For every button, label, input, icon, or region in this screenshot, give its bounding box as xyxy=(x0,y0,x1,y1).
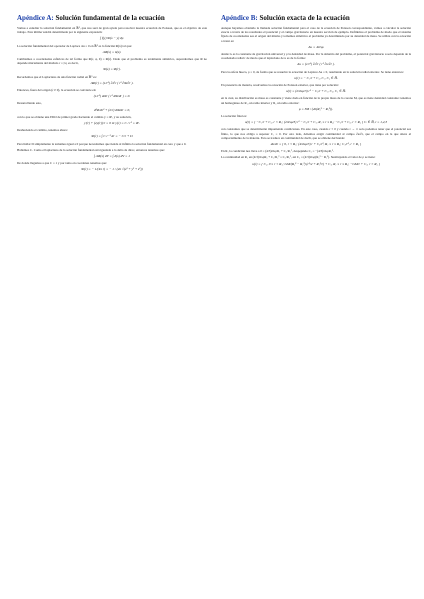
equation: u(r) = − C₁/r + C₂, C₁, C₂ ∈ ℝ. xyxy=(294,75,338,80)
paragraph: Vamos a estudiar la solución fundamental en ℝ³, que nos será de gran ayuda para resolver nuestra ecuación de Poisson, que es el objetivo de este trabajo. Esta última vendrá determinada por la siguiente expresión: xyxy=(17,26,207,35)
paragraph: De donde llegamos a que C = 1 y por tanto en coordenas tenemos que: xyxy=(17,161,107,166)
paragraph: Desarrollando esto, xyxy=(17,101,42,106)
appendix-b-column xyxy=(221,14,411,169)
equation: ρ = 3M / (4π(R₂³ − R₁³)). xyxy=(298,106,334,111)
appendix-b-title: Solución exacta de la ecuación xyxy=(259,14,350,22)
paragraph: Cambiamos a coordenadas esféricas de tal forma que Φ(r, φ, θ) = Φ(r). Dado que el problema es totalmente simétrico, supondremos que Φ no depende únicamente del módulo r = |x|, es decir, xyxy=(17,57,207,66)
paragraph: Para la esfera hueca, ρ = 0, de forma que se resuelve la ecuación de Laplace Δu = 0, resultando en la solución radial exterior. Se tiene entonces: xyxy=(221,69,404,74)
equation: Δu = 4πGρ xyxy=(308,44,324,49)
appendix-a-column xyxy=(17,14,207,175)
equation: Δu = (1/r²) ∂/∂r ( r² ∂u/∂r ). xyxy=(297,62,335,67)
equation: ∫ f(y) Φ(x − y) dy. xyxy=(100,36,124,41)
paragraph: La solución fundamental del operador de Laplace Δu = 0 en ℝ³ es la función Φ(x) tal que: xyxy=(17,43,133,48)
appendix-b-body xyxy=(221,26,411,166)
equation: Φ(r) = ∫ C r⁻² dr = − C/r + D xyxy=(91,134,133,139)
appendix-a-body xyxy=(17,26,207,172)
equation: ∫ ΔΦ(x) dV = ∫ δ(x) dV = 1 xyxy=(94,154,130,159)
paragraph: Entonces, fuera del origen (r ≠ 0), la ecuación se convierte en: xyxy=(17,88,97,93)
paragraph: en la cual, su distribución es masa es constante y viene dada en función de la propia masa de la corona M, que es tiene densidad constante: tenemos un homogéneo de R₁, un radio interior y R₂ un radio exterior: xyxy=(221,96,411,105)
equation: u(r) = { C₂, 0 ≤ r < R₁; GM/(R₂³ − R₁³) (r²/2 + R₁³/r) + C₄, R₁ ≤ r ≤ R₂; −GM/r + C₆, r > R₂ } xyxy=(252,161,380,166)
equation: ΔΦ(r) = (1/r²) ∂/∂r ( r² ∂Φ/∂r ). xyxy=(90,80,134,85)
paragraph: La continuidad en R₂ en (4/3)πGρR₂ + C₃/R₂² = C₅/R₂², así C₅ = (4/3)πGρ(R₂³ − R₁³). Sustituyendo el valor de ρ se tiene: xyxy=(221,155,376,160)
appendix-a-title: Solución fundamental de la ecuación xyxy=(55,14,165,22)
paragraph: con constantes que se determinarán imponiendo condiciones. En este caso, cuando r < 0 y cuando r → ∞ solo podemos tener que el potencial sea finito, lo que nos obliga a suponer C₁ = 0. Por otro lado, debemos exigir continuidad al campo ∂u/∂r, que el campo en la que altera al comportamiento de la materia. Esto se traduce en continuidad de du/dr, que se obtiene derivando: xyxy=(221,127,411,140)
paragraph: En R₁ la condición nos lleva a 0 = (4/3)πGρR₁ + C₃/R₁², despejando C₃ = −(4/3)πGρR₁³. xyxy=(221,149,334,154)
paragraph: Deshaciendo el cambio, tenemos ahora: xyxy=(17,128,68,133)
equation: d²Φ/dr² + (2/r) dΦ/dr = 0, xyxy=(93,107,131,112)
equation: ΔΦ(x) = δ(x). xyxy=(102,49,122,54)
paragraph: Aunque hayamos obtenido la llamada solución fundamental para el caso de la ecuación de Poisson correspondiente, vamos a calcular la solución exacta a través de los resultados el potencial y el campo gravitatorio en nuestra sección de ejemplo. Definimos el problema de modo que el sistema fijado de coordenadas sea el origen del mismo y tomamos simétrico el problema ya determinado por su densidad de masa. Se utiliza con la ecuación a tratar es: xyxy=(221,26,411,43)
paragraph: En presencia de materia, resolvemos la ecuación de Poisson exterior, que tiene por solución: xyxy=(221,83,339,88)
appendix-a-tag: Apéndice A: xyxy=(17,14,54,22)
paragraph: Hallemos C. Como el laplaciano de la solución fundamental está igualada a la delta de dirac, entonces tenemos que: xyxy=(17,147,165,152)
equation: u(r) = { −C₁/r + C₂, r < R₁; (2πGρ/3) r² − C₃/r + C₄, R₁ ≤ r ≤ R₂; −C₅/r + C₆, r > R₂ } Cᵢ ∈ ℝ, i = 1,2,3 xyxy=(244,120,388,125)
paragraph: donde G es la constante de gravitación universal y ρ la densidad de masa. Por la simetría del problema, el potencial gravitatorio u solo depende de la coordenada radial r de modo que el laplaciano de u es de la forma: xyxy=(221,52,411,61)
appendix-b-heading xyxy=(221,14,411,23)
equation: (1/r²) d/dr ( r² dΦ/dr ) = 0. xyxy=(93,94,131,99)
equation: y′(r) + (2y(r))/r = 0 ⇒ y(r) = C / r² = Φ′. xyxy=(84,121,140,126)
equation: du/dr = { 0, r < R₁; (4πGρ/3) r + C₃/r², R₁ ≤ r ≤ R₂; C₅/r², r > R₂ } xyxy=(270,142,362,147)
equation: Φ(r) = − 1/(4π r) = − 1 / (4π √(x² + y² + z²)) xyxy=(81,167,143,172)
paragraph: Recordemos que el Laplaciano de una función radial en ℝ³ es: xyxy=(17,74,97,79)
appendix-b-tag: Apéndice B: xyxy=(221,14,258,22)
paragraph: con lo que se obtiene una EDO de primer grado haciendo el cambio y = Φ′, y su solución, xyxy=(17,114,132,119)
paragraph: La solución final es: xyxy=(221,114,247,119)
equation: u(r) = (2πGρ/3) r² − C₃/r + C₄, C₃, C₄ ∈ ℝ. xyxy=(286,89,346,94)
equation: Φ(x) = Φ(r). xyxy=(103,67,121,72)
appendix-a-heading xyxy=(17,14,207,23)
paragraph: Para hallar D simplemente la tomamos igual a 0 porque necesitamos que tienda al infinito la solución fundamental en cero y que a 0. xyxy=(17,141,187,146)
